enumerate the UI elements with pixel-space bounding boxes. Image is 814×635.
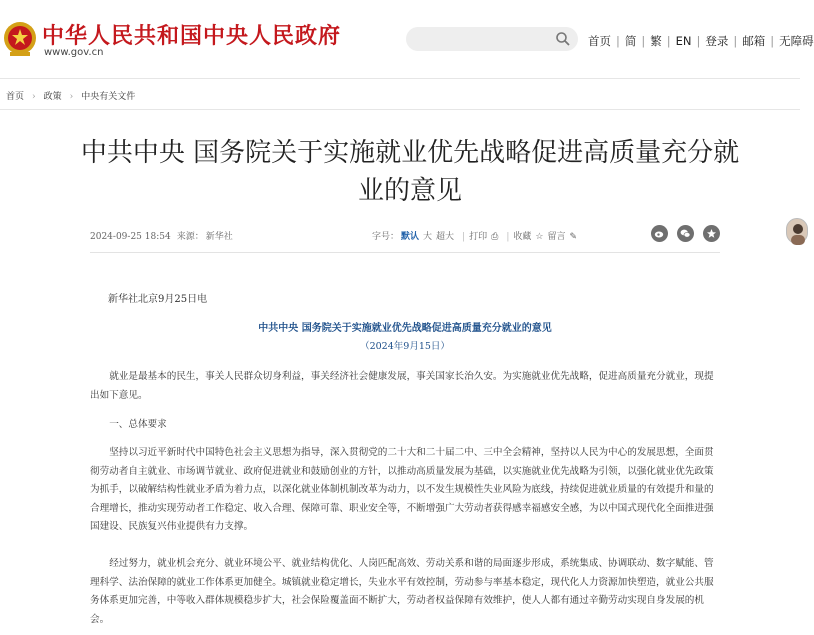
print-icon: ⎙ xyxy=(491,232,499,242)
qzone-icon[interactable] xyxy=(703,225,720,242)
nav-separator: | xyxy=(733,34,738,48)
breadcrumb xyxy=(6,89,135,102)
font-size-label: 字号： xyxy=(372,232,400,242)
top-nav xyxy=(588,33,814,49)
nav-separator: | xyxy=(616,34,620,48)
nav-login[interactable]: 登录 xyxy=(705,34,729,48)
national-emblem-icon[interactable] xyxy=(2,20,38,58)
meta-divider xyxy=(90,252,720,253)
article-meta xyxy=(90,229,239,242)
breadcrumb-policy[interactable]: 政策 xyxy=(43,92,62,102)
nav-english[interactable]: EN xyxy=(675,34,692,48)
floating-avatar[interactable] xyxy=(786,218,808,244)
weibo-icon[interactable] xyxy=(651,225,668,242)
collect-button[interactable]: 收藏 xyxy=(513,232,532,242)
section-heading: 一、总体要求 xyxy=(109,419,167,430)
breadcrumb-home[interactable]: 首页 xyxy=(6,92,25,102)
document-date: （2024年9月15日） xyxy=(360,341,450,352)
site-title[interactable]: 中华人民共和国中央人民政府 xyxy=(42,23,342,49)
dateline: 新华社北京9月25日电 xyxy=(108,294,208,305)
paragraph-goals: 经过努力，就业机会充分、就业环境公平、就业结构优化、人岗匹配高效、劳动关系和谐的局面逐步形成，系统集成、协调联动、数字赋能、管理科学、法治保障的就业工作体系更加健全。城镇就业稳定增长，失业水平有效控制，劳动参与率基本稳定，现代化人力资源加快塑造，就业公共服务体系更加完善，中等收入群体规模稳步扩大，社会保险覆盖面不断扩大，劳动者权益保障有效维护，使人人都有通过辛勤劳动实现自身发展的机会。 xyxy=(90,558,714,625)
font-size-xlarge[interactable]: 超大 xyxy=(436,232,455,242)
comment-button[interactable]: 留言 xyxy=(547,232,566,242)
nav-mail[interactable]: 邮箱 xyxy=(742,34,766,48)
nav-separator: | xyxy=(641,34,646,48)
document-heading: 中共中央 国务院关于实施就业优先战略促进高质量充分就业的意见 xyxy=(258,323,552,334)
search-icon[interactable] xyxy=(555,31,571,47)
site-header xyxy=(0,0,814,72)
nav-simplified[interactable]: 简 xyxy=(624,34,637,48)
wechat-icon[interactable] xyxy=(677,225,694,242)
nav-separator: | xyxy=(666,34,671,48)
paragraph-intro: 就业是最基本的民生，事关人民群众切身利益，事关经济社会健康发展，事关国家长治久安。为实施就业优先战略，促进高质量充分就业，现提出如下意见。 xyxy=(90,371,714,401)
star-icon: ☆ xyxy=(535,232,544,242)
pen-icon: ✎ xyxy=(569,232,578,242)
source-label: 来源： xyxy=(176,232,204,242)
search-input[interactable] xyxy=(406,27,578,51)
nav-traditional[interactable]: 繁 xyxy=(650,34,662,48)
publish-date: 2024-09-25 18:54 xyxy=(90,232,171,242)
print-button[interactable]: 打印 xyxy=(469,232,488,242)
breadcrumb-central-docs[interactable]: 中央有关文件 xyxy=(81,92,136,102)
nav-home[interactable]: 首页 xyxy=(588,34,611,48)
nav-separator: | xyxy=(770,34,775,48)
tool-separator: | xyxy=(462,232,466,242)
share-bar xyxy=(651,223,724,243)
source-name: 新华社 xyxy=(205,232,233,242)
breadcrumb-bar xyxy=(0,78,800,110)
font-size-large[interactable]: 大 xyxy=(423,232,433,242)
breadcrumb-arrow-icon: › xyxy=(69,92,74,102)
tool-separator: | xyxy=(506,232,510,242)
font-size-default[interactable]: 默认 xyxy=(401,232,420,242)
article-tools xyxy=(372,229,581,242)
nav-separator: | xyxy=(696,34,701,48)
article-title: 中共中央 国务院关于实施就业优先战略促进高质量充分就业的意见 xyxy=(80,138,740,206)
nav-accessibility[interactable]: 无障碍 xyxy=(779,34,814,48)
paragraph-guiding: 坚持以习近平新时代中国特色社会主义思想为指导，深入贯彻党的二十大和二十届二中、三中全会精神，坚持以人民为中心的发展思想，全面贯彻劳动者自主就业、市场调节就业、政府促进就业和鼓励创业的方针，以推动高质量发展为基础，以实施就业优先战略为引领，以强化就业优先政策为抓手，以破解结构性就业矛盾为着力点，以深化就业体制机制改革为动力，以不发生规模性失业风险为底线，持续促进就业质量的有效提升和量的合理增长，推动实现劳动者工作稳定、收入合理、保障可靠、职业安全等，不断增强广大劳动者获得感幸福感安全感，为以中国式现代化全面推进强国建设、民族复兴伟业提供有力支撑。 xyxy=(90,447,714,532)
breadcrumb-arrow-icon: › xyxy=(32,92,36,102)
site-domain: www.gov.cn xyxy=(44,47,104,58)
